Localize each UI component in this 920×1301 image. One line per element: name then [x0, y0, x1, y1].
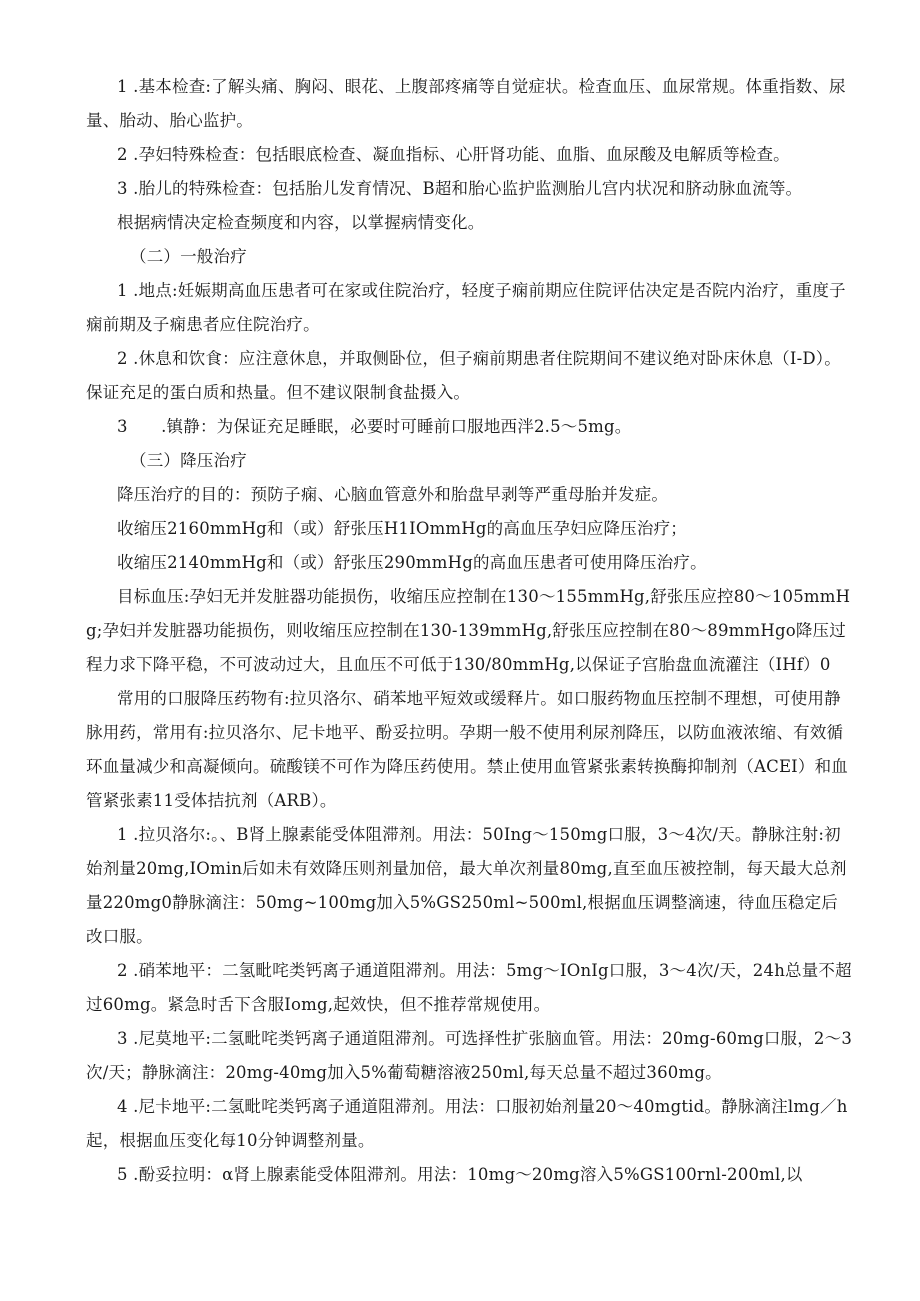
paragraph: 3 .镇静：为保证充足睡眠，必要时可睡前口服地西泮2.5～5mg。: [117, 417, 632, 436]
paragraph: 降压治疗的目的：预防子痫、心脑血管意外和胎盘早剥等严重母胎并发症。: [117, 485, 669, 504]
section-heading: （三）降压治疗: [130, 451, 247, 470]
paragraph: 5 .酚妥拉明：α肾上腺素能受体阻滞剂。用法：10mg～20mg溶入5%GS100rnl-200ml,以: [117, 1165, 803, 1184]
paragraph: 2 .硝苯地平：二氢毗咤类钙离子通道阻滞剂。用法：5mg～IOnIg口服，3～4次/天，24h总量不超过60mg。紧急时舌下含服Iomg,起效快，但不推荐常规使用。: [86, 961, 852, 1014]
paragraph: 收缩压2160mmHg和（或）舒张压H1IOmmHg的高血压孕妇应降压治疗；: [117, 519, 688, 538]
paragraph: 1 .拉贝洛尔:。、B肾上腺素能受体阻滞剂。用法：50Ing～150mg口服，3～4次/天。静脉注射:初始剂量20mg,IOmin后如未有效降压则剂量加倍，最大单次剂量80mg,直至血压被控制，每天最大总剂量220mg0静脉滴注：50mg~100mg加入5%GS250ml~500ml,根据血压调整滴速，待血压稳定后改口服。: [86, 825, 847, 946]
paragraph: 2 .休息和饮食：应注意休息，并取侧卧位，但子痫前期患者住院期间不建议绝对卧床休息（I-D）。保证充足的蛋白质和热量。但不建议限制食盐摄入。: [86, 349, 841, 402]
paragraph: 常用的口服降压药物有:拉贝洛尔、硝苯地平短效或缓释片。如口服药物血压控制不理想，可使用静脉用药，常用有:拉贝洛尔、尼卡地平、酚妥拉明。孕期一般不使用利尿剂降压，以防血液浓缩、有效循环血量减少和高凝倾向。硫酸镁不可作为降压药使用。禁止使用血管紧张素转换酶抑制剂（ACEI）和血管紧张素11受体拮抗剂（ARB）。: [86, 689, 849, 810]
paragraph: 1 .基本检查:了解头痛、胸闷、眼花、上腹部疼痛等自觉症状。检查血压、血尿常规。体重指数、尿量、胎动、胎心监护。: [86, 77, 846, 130]
paragraph: 3 .尼莫地平:二氢毗咤类钙离子通道阻滞剂。可选择性扩张脑血管。用法：20mg-60mg口服，2～3次/天；静脉滴注：20mg-40mg加入5%葡萄糖溶液250ml,每天总量不超过360mg。: [86, 1029, 853, 1082]
paragraph: 4 .尼卡地平:二氢毗咤类钙离子通道阻滞剂。用法：口服初始剂量20～40mgtid。静脉滴注lmg／h起，根据血压变化每10分钟调整剂量。: [86, 1097, 848, 1150]
document-page: [86, 70, 854, 1192]
paragraph: 1 .地点:妊娠期高血压患者可在家或住院治疗，轻度子痫前期应住院评估决定是否院内治疗，重度子痫前期及子痫患者应住院治疗。: [86, 281, 846, 334]
paragraph: 2 .孕妇特殊检查：包括眼底检查、凝血指标、心肝肾功能、血脂、血尿酸及电解质等检查。: [117, 145, 790, 164]
paragraph: 收缩压2140mmHg和（或）舒张压290mmHg的高血压患者可使用降压治疗。: [117, 553, 707, 572]
section-heading: （二）一般治疗: [130, 247, 247, 266]
paragraph: 目标血压:孕妇无并发脏器功能损伤，收缩压应控制在130～155mmHg,舒张压应控80～105mmHg;孕妇并发脏器功能损伤，则收缩压应控制在130-139mmHg,舒张压应控制在80～89mmHgo降压过程力求下降平稳，不可波动过大，且血压不可低于130/80mmHg,以保证子宫胎盘血流灌注（IHf）0: [86, 587, 851, 674]
paragraph: 3 .胎儿的特殊检查：包括胎儿发育情况、B超和胎心监护监测胎儿宫内状况和脐动脉血流等。: [117, 179, 803, 198]
paragraph: 根据病情决定检查频度和内容，以掌握病情变化。: [117, 213, 485, 232]
